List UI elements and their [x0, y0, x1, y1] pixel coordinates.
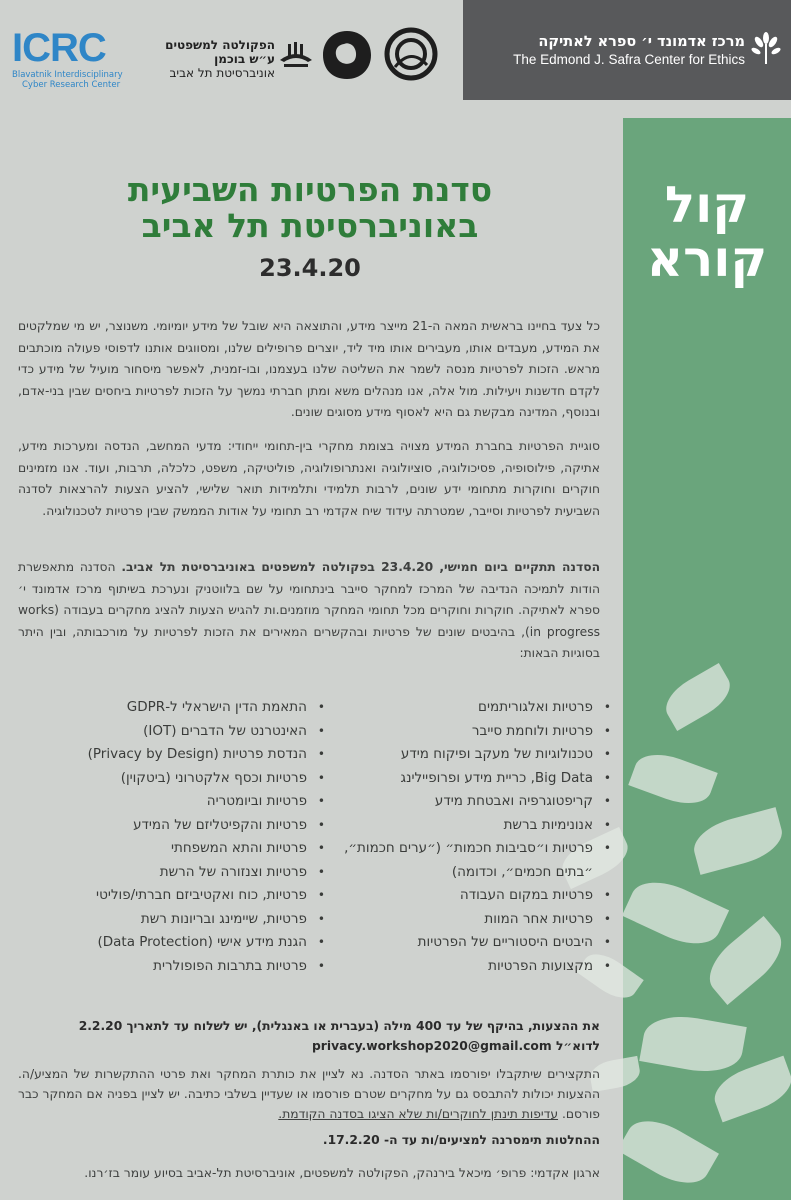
list-item: • פרטיות, שיימינג ובריונות רשת	[20, 908, 327, 932]
workshop-title	[20, 172, 600, 244]
list-item: • פרטיות וביומטריה	[20, 790, 327, 814]
safra-name-english: The Edmond J. Safra Center for Ethics	[513, 52, 745, 67]
list-item: • הגנת מידע אישי (Data Protection)	[20, 931, 327, 955]
tau-emblem-icon	[278, 40, 314, 70]
submission-instructions	[18, 1016, 600, 1056]
list-item: • פרטיות ואלגוריתמים	[330, 696, 613, 720]
list-item: • טכנולוגיות של מעקב ופיקוח מידע	[330, 743, 613, 767]
tree-icon	[751, 30, 781, 66]
leaf-decoration	[689, 807, 788, 875]
icrc-subtitle-1: Blavatnik Interdisciplinary	[12, 70, 123, 80]
list-item: • פרטיות ולוחמת סייבר	[330, 720, 613, 744]
safra-name-hebrew: מרכז אדמונד י׳ ספרא לאתיקה	[538, 34, 745, 50]
list-item: • פרטיות בתרבות הפופולרית	[20, 955, 327, 979]
icrc-logo-text: ICRC	[12, 26, 106, 70]
priority-note: עדיפות תינתן לחוקרים/ות שלא הציגו בסדנה הקודמת.	[278, 1107, 559, 1121]
list-item: • פרטיות וצנזורה של הרשת	[20, 861, 327, 885]
law-faculty-text	[140, 38, 275, 80]
safra-header-block	[463, 0, 791, 100]
list-item: • היבטים היסטוריים של הפרטיות	[330, 931, 613, 955]
topics-list-right	[330, 696, 613, 978]
topics-list-left	[20, 696, 327, 978]
list-item: • קריפטוגרפיה ואבטחת מידע	[330, 790, 613, 814]
list-item: • פרטיות אחר המוות	[330, 908, 613, 932]
list-item: • הנדסת פרטיות (Privacy by Design)	[20, 743, 327, 767]
call-title-line-1: קול	[664, 176, 750, 234]
title-line-2: באוניברסיטת תל אביב	[141, 206, 479, 245]
list-item: • התאמת הדין הישראלי ל-GDPR	[20, 696, 327, 720]
list-item: • פרטיות במקום העבודה	[330, 884, 613, 908]
academic-organizer: ארגון אקדמי: פרופ׳ מיכאל בירנהק, הפקולטה למשפטים, אוניברסיטת תל-אביב בסיוע עומר בז׳רנו.	[84, 1166, 600, 1180]
submission-details	[18, 1064, 600, 1124]
leaf-decoration	[623, 1109, 719, 1196]
icrc-subtitle-2: Cyber Research Center	[22, 80, 121, 90]
decision-date: ההחלטות תימסרנה למציעים/ות עד ה- 17.2.20.	[322, 1133, 600, 1147]
law-line-1: הפקולטה למשפטים	[165, 38, 275, 52]
details-rest: הסדנה מתאפשרת הודות לתמיכה הנדיבה של המרכז למחקר סייבר בינתחומי על שם בלווטניק ונערכת בשיתוף מרכז אדמונד י׳ ספרא לאתיקה. חוקרות וחוקרים מכל תחומי המחקר מוזמנים.ות להגיש הצעות להציג מחקרים בעבודה (works in progress), בהיבטים שונים של פרטיות ובהקשרים המאירים את הזכות לפרטיות על מורכבותה, ובין היתר בסוגיות הבאות:	[18, 560, 601, 660]
intro-paragraph: כל צעד בחיינו בראשית המאה ה-21 מייצר מידע, והתוצאה היא שובל של מידע יומיומי. משנוצר, יש מי שמלקטים את המידע, מעבדים אותו, מעבירים אותו מיד ליד, יוצרים פרופילים שלנו, ומסווגים אותנו לדפוסי פעולה מוכתבים מראש. הזכות לפרטיות מנסה לשמר את השליטה שלנו בעצמנו, ובו-זמנית, לאפשר מיסחור מועיל של מידע כדי לקדם חדשנות ויעילות. מול אלה, אנו מנהלים משא ומתן חברתי נמשך על הזכות לפרטיות ביחסים שבין בני-אדם, ובנוסף, המדינה מבקשת גם היא לאסוף מידע מסוגים שונים.	[18, 319, 600, 419]
scope-paragraph: סוגיית הפרטיות בחברת המידע מצויה בצומת מחקרי בין-תחומי ייחודי: מדעי המחשב, הנדסה ומערכות מידע, אתיקה, פילוסופיה, פסיכולוגיה, סוציולוגיה ואנתרופולוגיה, פוליטיקה, משפט, כלכלה, תרבות, ועוד. אנו מזמינים חוקרים וחוקרות מתחומי ידע שונים, לרבות תלמידי ותלמידות תואר שלישי, להציע הצעות להרצאות לסדנה השביעית לפרטיות וסייבר, שמטרתה עידוד שיח אקדמי רב תחומי על אודות הממשק שבין פרטיות לטכנולוגיה.	[18, 439, 600, 518]
list-item: • מקצועות הפרטיות	[330, 955, 613, 979]
leaf-decoration	[639, 1010, 747, 1079]
law-faculty-emblem-icon	[320, 28, 374, 82]
list-item: • פרטיות והתא המשפחתי	[20, 837, 327, 861]
list-item: • פרטיות ו״סביבות חכמות״ (״ערים חכמות״, ״בתים חכמים״, וכדומה)	[330, 837, 613, 884]
call-for-papers-title	[623, 178, 791, 286]
leaf-decoration	[658, 663, 738, 731]
list-item: • Big Data, כריית מידע ופרופיילינג	[330, 767, 613, 791]
submission-line-1: את ההצעות, בהיקף של עד 400 מילה (בעברית או באנגלית), יש לשלוח עד לתאריך 2.2.20	[78, 1019, 600, 1033]
circular-rings-logo-icon	[382, 25, 440, 83]
details-bold: הסדנה תתקיים ביום חמישי, 23.4.20 בפקולטה למשפטים באוניברסיטת תל אביב.	[121, 560, 601, 574]
details-paragraph	[18, 557, 600, 665]
submission-details-text: התקצירים שיתקבלו יפורסמו באתר הסדנה. נא לציין את כותרת המחקר ואת פרטי ההתקשרות של המציע/ה. ההצעות יכולות להתבסס גם על מחקרים שטרם פורסמו או שעדיין בשלבי כתיבה. יש לציין בפניה אם המחקר כבר פורסם.	[18, 1067, 600, 1121]
list-item: • פרטיות וכסף אלקטרוני (ביטקוין)	[20, 767, 327, 791]
list-item: • פרטיות, כוח ואקטיביזם חברתי/פוליטי	[20, 884, 327, 908]
leaf-decoration	[623, 870, 729, 955]
icrc-logo	[12, 28, 123, 90]
law-line-2: ע״ש בוכמן	[214, 52, 275, 66]
list-item: • אנונימיות ברשת	[330, 814, 613, 838]
call-title-line-2: קורא	[646, 230, 768, 288]
workshop-date: 23.4.20	[259, 254, 361, 282]
law-line-3: אוניברסיטת תל אביב	[169, 66, 275, 80]
leaf-decoration	[628, 746, 718, 813]
submission-email-line[interactable]: לדוא״ל privacy.workshop2020@gmail.com	[311, 1039, 600, 1053]
title-line-1: סדנת הפרטיות השביעית	[127, 170, 493, 209]
list-item: • פרטיות והקפיטליזם של המידע	[20, 814, 327, 838]
list-item: • האינטרנט של הדברים (IOT)	[20, 720, 327, 744]
